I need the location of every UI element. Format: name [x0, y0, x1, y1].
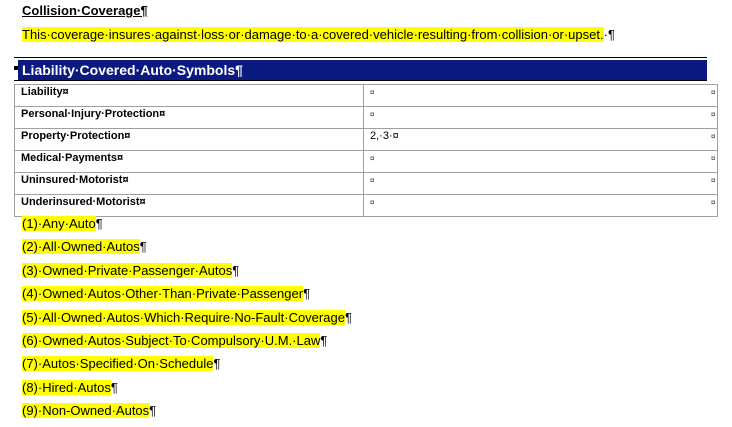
- coverage-label-cell: Underinsured·Motorist¤: [15, 195, 364, 217]
- symbol-value-cell: [364, 195, 718, 217]
- row-end-marker: ¤: [711, 154, 716, 163]
- list-item: [22, 239, 352, 262]
- liability-symbols-table: [14, 84, 718, 217]
- symbol-definition: (8)·Hired·Autos: [22, 379, 111, 395]
- list-item: [22, 333, 352, 356]
- paragraph-mark: ¶: [110, 379, 118, 395]
- row-end-marker: ¤: [711, 110, 716, 119]
- list-item: [22, 403, 352, 426]
- cell-value-text: ¤: [370, 176, 375, 185]
- banner-bottom-rule: [14, 80, 707, 81]
- paragraph-mark: ¶: [95, 216, 103, 231]
- cell-value-text: ¤: [370, 198, 375, 207]
- symbol-definition: (2)·All·Owned·Autos: [22, 239, 140, 255]
- symbol-definition: (7)·Autos·Specified·On·Schedule: [22, 356, 214, 372]
- symbol-value-cell: [364, 107, 718, 129]
- symbol-definition: (5)·All·Owned·Autos·Which·Require·No-Fault·Coverage: [22, 309, 345, 325]
- paragraph-mark: ¶: [320, 332, 328, 348]
- symbol-value-cell: [364, 173, 718, 195]
- collision-coverage-heading: Collision·Coverage¶: [22, 3, 148, 18]
- list-item: [22, 263, 352, 286]
- paragraph-mark: ¶: [139, 239, 147, 255]
- table-row: [15, 129, 718, 151]
- row-end-marker: ¤: [711, 176, 716, 185]
- coverage-label-cell: Uninsured·Motorist¤: [15, 173, 364, 195]
- coverage-label-cell: Medical·Payments¤: [15, 151, 364, 173]
- paragraph-mark: ¶: [232, 262, 240, 278]
- liability-symbols-banner: Liability·Covered·Auto·Symbols¶: [18, 60, 707, 80]
- banner-top-rule: [14, 57, 707, 58]
- cell-value-text: ¤: [370, 110, 375, 119]
- coverage-label-cell: Personal·Injury·Protection¤: [15, 107, 364, 129]
- collision-coverage-description: This·coverage·insures·against·loss·or·damage·to·a·covered·vehicle·resulting·from·collision·or·upset.: [22, 27, 604, 42]
- coverage-label-cell: Liability¤: [15, 85, 364, 107]
- row-end-marker: ¤: [711, 132, 716, 141]
- symbol-value-cell: 2,·3·¤: [364, 129, 718, 151]
- symbol-definition: (6)·Owned·Autos·Subject·To·Compulsory·U.M.·Law: [22, 332, 321, 348]
- table-row: [15, 195, 718, 217]
- list-item: [22, 356, 352, 379]
- paragraph-mark: ¶: [344, 309, 352, 325]
- symbol-definition: (3)·Owned·Private·Passenger·Autos: [22, 262, 233, 278]
- paragraph-mark: ¶: [303, 286, 311, 302]
- list-item: [22, 286, 352, 309]
- cell-value-text: ¤: [370, 154, 375, 163]
- cell-value-text: ¤: [370, 88, 375, 97]
- paragraph-mark: ·¶: [603, 27, 615, 42]
- collision-coverage-paragraph: [22, 27, 615, 43]
- list-item: [22, 380, 352, 403]
- table-row: [15, 85, 718, 107]
- covered-auto-symbol-list: [22, 216, 352, 427]
- row-end-marker: ¤: [711, 88, 716, 97]
- symbol-definition: (1)·Any·Auto: [22, 216, 96, 231]
- symbol-definition: (4)·Owned·Autos·Other·Than·Private·Passenger: [22, 286, 304, 302]
- list-item: [22, 310, 352, 333]
- paragraph-mark: ¶: [213, 356, 221, 372]
- table-row: [15, 107, 718, 129]
- list-item: [22, 216, 352, 239]
- symbol-value-cell: [364, 151, 718, 173]
- symbol-definition: (9)·Non-Owned·Autos: [22, 403, 150, 419]
- symbol-value-cell: [364, 85, 718, 107]
- row-end-marker: ¤: [711, 198, 716, 207]
- table-row: [15, 151, 718, 173]
- paragraph-mark: ¶: [149, 403, 157, 419]
- table-row: [15, 173, 718, 195]
- coverage-label-cell: Property·Protection¤: [15, 129, 364, 151]
